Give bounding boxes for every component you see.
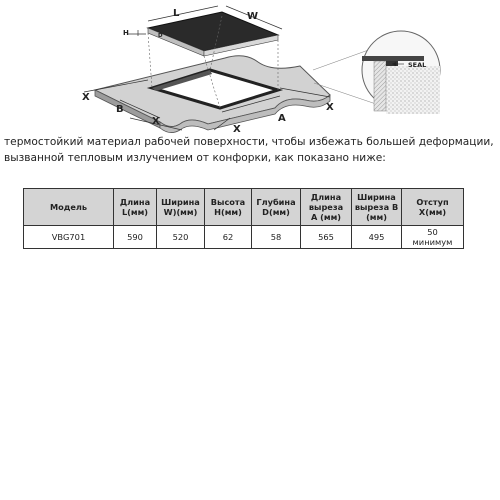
header-length: Длина L(мм) bbox=[114, 189, 157, 226]
installation-diagram bbox=[0, 0, 500, 135]
header-model: Модель bbox=[24, 189, 114, 226]
label-H: H bbox=[123, 29, 129, 37]
header-cut-length: Длина выреза A (мм) bbox=[301, 189, 352, 226]
cell-cut-length: 565 bbox=[301, 226, 352, 249]
cell-height: 62 bbox=[205, 226, 252, 249]
header-height: Высота H(мм) bbox=[205, 189, 252, 226]
cell-depth: 58 bbox=[252, 226, 301, 249]
body-text: термостойкий материал рабочей поверхности, чтобы избежать большей деформации, вызванной тепловым излучением от конфорки, как показано ниже: bbox=[4, 136, 494, 164]
label-W: W bbox=[247, 11, 259, 22]
header-depth: Глубина D(мм) bbox=[252, 189, 301, 226]
label-L: L bbox=[173, 8, 180, 19]
cell-width: 520 bbox=[157, 226, 205, 249]
seal-label: SEAL bbox=[408, 61, 427, 69]
header-gap: Отступ X(мм) bbox=[402, 189, 464, 226]
header-cut-width: Ширина выреза B (мм) bbox=[352, 189, 402, 226]
label-X-left: X bbox=[82, 92, 90, 103]
label-A: A bbox=[278, 113, 286, 124]
cell-length: 590 bbox=[114, 226, 157, 249]
label-X-right: X bbox=[326, 102, 334, 113]
header-row bbox=[24, 189, 464, 226]
hob bbox=[148, 12, 278, 56]
cell-model: VBG701 bbox=[24, 226, 114, 249]
table-row bbox=[24, 226, 464, 249]
spec-table bbox=[23, 188, 464, 249]
cell-cut-width: 495 bbox=[352, 226, 402, 249]
cell-gap: 50 минимум bbox=[402, 226, 464, 249]
label-X-front: X bbox=[233, 124, 241, 135]
label-B: B bbox=[116, 104, 124, 115]
label-D: D bbox=[158, 33, 163, 39]
header-width: Ширина W)(мм) bbox=[157, 189, 205, 226]
label-X-bottom: X bbox=[152, 116, 160, 127]
